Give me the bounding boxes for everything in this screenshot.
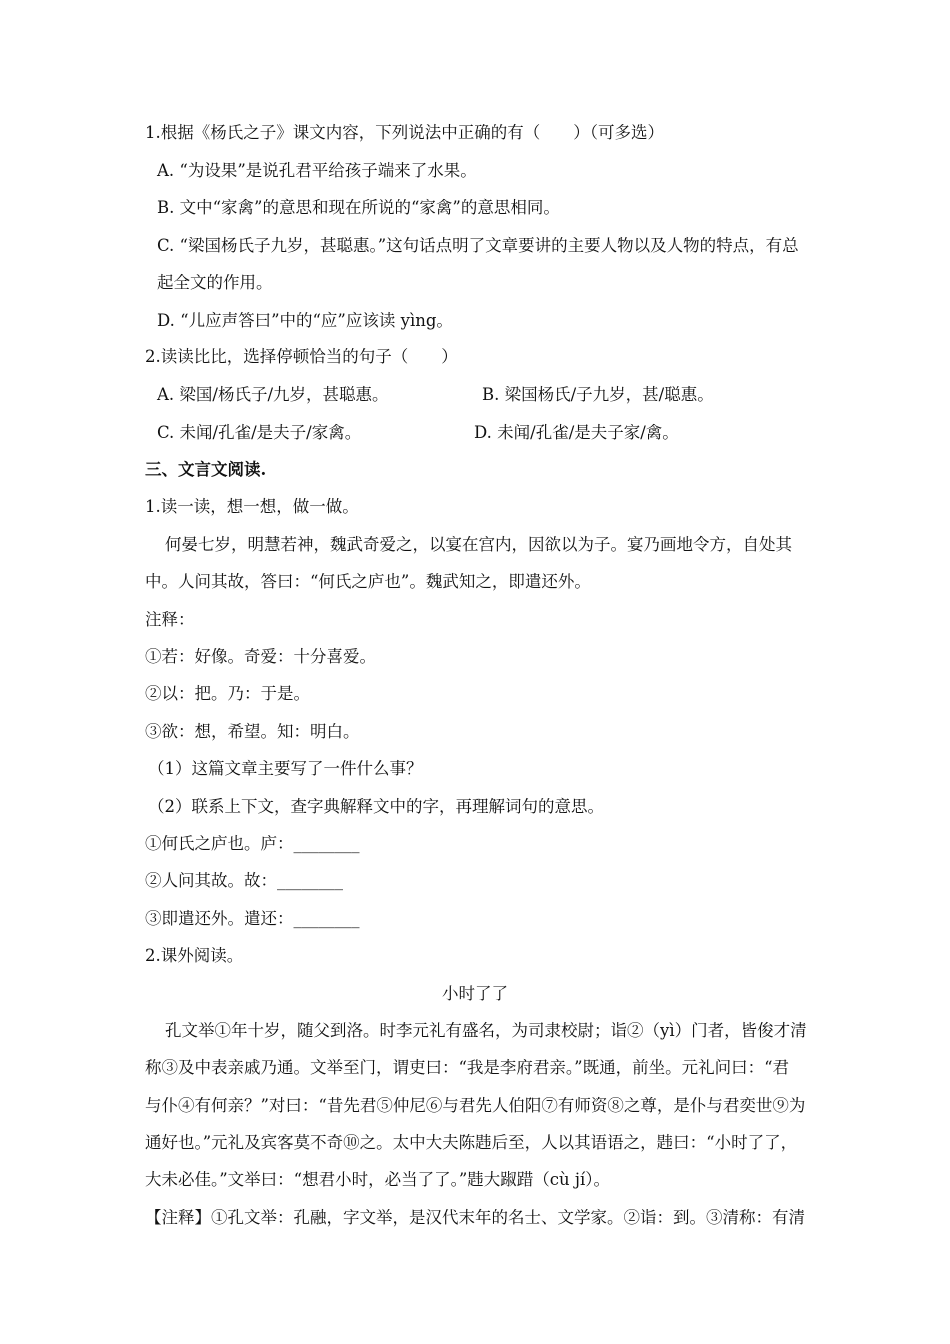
- q1-option-c-line2: 起全文的作用。: [157, 273, 273, 292]
- passage1-line1: 何晏七岁，明慧若神，魏武奇爱之，以宴在宫内，因欲以为子。宴乃画地令方，自处其: [165, 535, 792, 554]
- passage2-line2: 称③及中表亲戚乃通。文举至门，谓吏曰：“我是李府君亲。”既通，前坐。元礼问曰：“君: [145, 1058, 790, 1077]
- q1-option-b: B. 文中“家禽”的意思和现在所说的“家禽”的意思相同。: [157, 198, 560, 217]
- q1-option-c-line1: C. “梁国杨氏子九岁，甚聪惠。”这句话点明了文章要讲的主要人物以及人物的特点，有总: [157, 236, 799, 255]
- passage1-line2: 中。人问其故，答曰：“何氏之庐也”。魏武知之，即遣还外。: [145, 572, 591, 591]
- notes-label: 注释：: [145, 610, 195, 629]
- section3-heading: 三、文言文阅读.: [145, 460, 267, 479]
- q1-stem: 1.根据《杨氏之子》课文内容，下列说法中正确的有（ ）（可多选）: [145, 123, 664, 142]
- blank-item-1: ①何氏之庐也。庐：________: [145, 834, 360, 853]
- reading2-title: 2.课外阅读。: [145, 946, 244, 965]
- passage2-line5: 大未必佳。”文举曰：“想君小时，必当了了。”韪大踧踖（cù jí）。: [145, 1170, 611, 1189]
- sub-question-1: （1）这篇文章主要写了一件什么事？: [148, 759, 423, 778]
- q2-stem: 2.读读比比，选择停顿恰当的句子（ ）: [145, 347, 458, 366]
- q2-option-b: B. 梁国杨氏/子九岁，甚/聪惠。: [482, 385, 714, 404]
- passage2-notes-line1: 【注释】①孔文举：孔融，字文举，是汉代末年的名士、文学家。②诣：到。③清称：有清: [145, 1208, 805, 1227]
- q2-option-d: D. 未闻/孔雀/是夫子家/禽。: [474, 423, 679, 442]
- passage2-line1: 孔文举①年十岁，随父到洛。时李元礼有盛名，为司隶校尉；诣②（yì）门者，皆俊才清: [165, 1021, 807, 1040]
- q1-option-d: D. “儿应声答曰”中的“应”应该读 yìng。: [157, 311, 453, 330]
- passage2-line3: 与仆④有何亲？”对曰：“昔先君⑤仲尼⑥与君先人伯阳⑦有师资⑧之尊，是仆与君奕世⑨为: [145, 1096, 806, 1115]
- blank-item-2: ②人问其故。故：________: [145, 871, 343, 890]
- note-1: ①若：好像。奇爱：十分喜爱。: [145, 647, 376, 666]
- q1-option-a: A. “为设果”是说孔君平给孩子端来了水果。: [157, 161, 477, 180]
- sub-question-2: （2）联系上下文，查字典解释文中的字，再理解词句的意思。: [148, 797, 604, 816]
- passage2-title: 小时了了: [442, 984, 508, 1003]
- blank-item-3: ③即遣还外。遣还：________: [145, 909, 360, 928]
- passage2-line4: 通好也。”元礼及宾客莫不奇⑩之。太中大夫陈韪后至，人以其语语之，韪曰：“小时了了，: [145, 1133, 798, 1152]
- q2-option-c: C. 未闻/孔雀/是夫子/家禽。: [157, 423, 362, 442]
- note-3: ③欲：想，希望。知：明白。: [145, 722, 360, 741]
- reading1-title: 1.读一读，想一想，做一做。: [145, 497, 359, 516]
- note-2: ②以：把。乃：于是。: [145, 684, 310, 703]
- q2-option-a: A. 梁国/杨氏子/九岁，甚聪惠。: [157, 385, 389, 404]
